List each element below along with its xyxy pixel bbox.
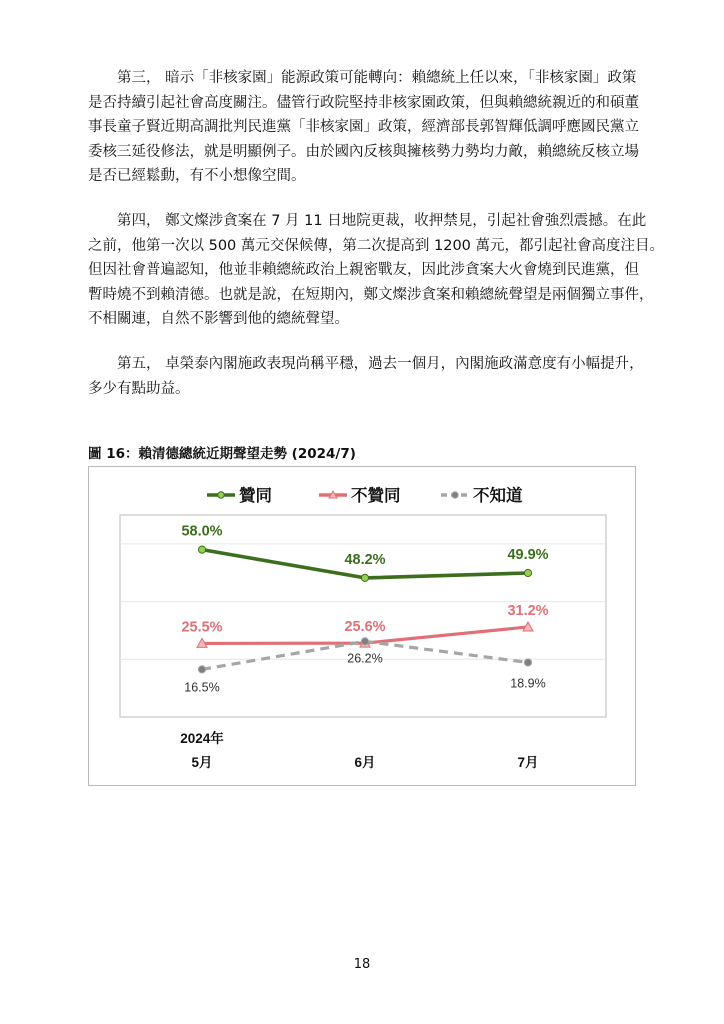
x-axis-year-label: 2024年 bbox=[180, 731, 224, 746]
data-point bbox=[361, 638, 368, 645]
approval-trend-chart bbox=[89, 467, 635, 785]
data-label: 58.0% bbox=[181, 523, 223, 540]
data-label: 49.9% bbox=[507, 547, 549, 564]
legend-marker-1 bbox=[218, 492, 224, 498]
data-point bbox=[524, 569, 531, 576]
paragraph-line: 第三， 暗示「非核家園」能源政策可能轉向：賴總統上任以來，「非核家園」政策 bbox=[117, 70, 637, 86]
paragraph-line: 委核三延役修法，就是明顯例子。由於國內反核與擁核勢力勢均力敵，賴總統反核立場 bbox=[88, 143, 639, 160]
paragraph-third bbox=[88, 66, 640, 189]
page-number: 18 bbox=[353, 957, 371, 972]
data-label: 31.2% bbox=[507, 602, 549, 619]
paragraph-line: 是否持續引起社會高度關注。儘管行政院堅持非核家園政策，但與賴總統親近的和碩董 bbox=[88, 94, 639, 111]
legend-label-2: 不贊同 bbox=[351, 487, 401, 505]
data-label: 25.5% bbox=[181, 619, 223, 636]
data-label: 25.6% bbox=[344, 619, 386, 636]
x-axis-tick-label: 7月 bbox=[517, 755, 539, 770]
data-point bbox=[198, 666, 205, 673]
x-axis-tick-label: 6月 bbox=[354, 755, 376, 770]
x-axis-tick-label: 5月 bbox=[191, 755, 213, 770]
data-point bbox=[361, 574, 368, 581]
paragraph-line: 之前，他第一次以 500 萬元交保候傳，第二次提高到 1200 萬元，都引起社會高度注目。 bbox=[88, 237, 665, 254]
paragraph-fourth bbox=[88, 209, 665, 332]
paragraph-line: 但因社會普遍認知，他並非賴總統政治上親密戰友，因此涉貪案大火會燒到民進黨，但 bbox=[88, 262, 639, 278]
chart-frame bbox=[88, 466, 636, 786]
paragraph-line: 第五， 卓榮泰內閣施政表現尚稱平穩，過去一個月，內閣施政滿意度有小幅提升， bbox=[117, 356, 644, 372]
legend-label-1: 贊同 bbox=[239, 487, 272, 505]
paragraph-line: 是否已經鬆動，有不小想像空間。 bbox=[88, 168, 306, 184]
paragraph-line: 多少有點助益。 bbox=[88, 380, 190, 397]
paragraph-fifth bbox=[88, 352, 644, 401]
data-label: 16.5% bbox=[184, 680, 220, 695]
data-label: 18.9% bbox=[510, 676, 546, 691]
data-label: 48.2% bbox=[344, 551, 386, 568]
paragraph-line: 事長童子賢近期高調批判民進黨「非核家園」政策，經濟部長郭智輝低調呼應國民黨立 bbox=[88, 119, 639, 135]
data-label: 26.2% bbox=[347, 651, 383, 666]
paragraph-line: 暫時燒不到賴清德。也就是說，在短期內，鄭文燦涉貪案和賴總統聲望是兩個獨立事件， bbox=[88, 286, 654, 303]
data-point bbox=[198, 546, 205, 553]
legend-marker-3 bbox=[452, 492, 458, 498]
paragraph-line: 不相關連，自然不影響到他的總統聲望。 bbox=[88, 311, 349, 327]
data-point bbox=[524, 659, 531, 666]
legend-label-3: 不知道 bbox=[473, 487, 523, 505]
figure-caption: 圖 16：賴清德總統近期聲望走勢 (2024/7) bbox=[88, 446, 356, 462]
paragraph-line: 第四， 鄭文燦涉貪案在 7 月 11 日地院更裁，收押禁見，引起社會強烈震撼。在此 bbox=[117, 213, 647, 229]
